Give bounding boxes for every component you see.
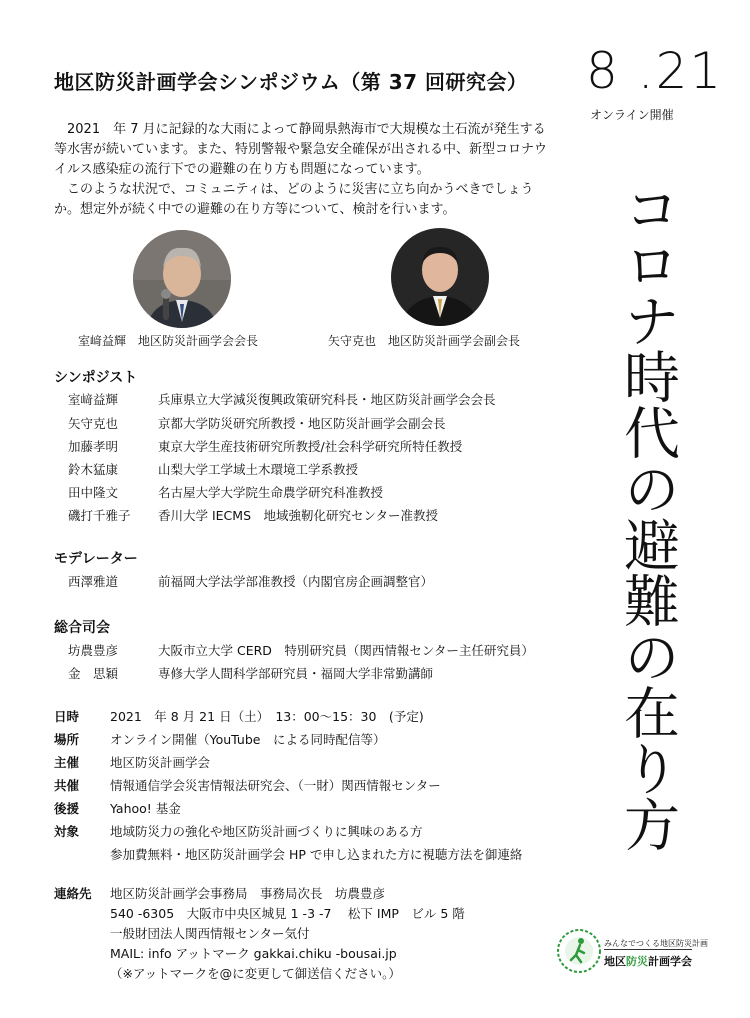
mc-name: 坊農豊彦 (68, 643, 119, 658)
logo-divider (604, 949, 692, 950)
list-item (68, 437, 462, 455)
event-theme-vertical: コロナ時代の避難の在り方 (615, 180, 680, 852)
info-value: 地域防災力の強化や地区防災計画づくりに興味のある方 (110, 824, 423, 839)
info-label: 主催 (54, 755, 80, 770)
info-label: 共催 (54, 778, 80, 793)
list-item (68, 664, 433, 682)
symposist-title: 香川大学 IECMS 地域強靭化研究センター准教授 (158, 508, 439, 523)
info-value: 2021 年 8 月 21 日（土） 13：00～15：30 (予定) (110, 709, 424, 724)
contact-office: 地区防災計画学会事務局 事務局次長 坊農豊彦 (110, 886, 386, 901)
list-item (68, 483, 383, 501)
logo-name-pre: 地区 (604, 955, 626, 968)
page-title: 地区防災計画学会シンポジウム（第 37 回研究会） (54, 70, 528, 94)
contact-label: 連絡先 (54, 886, 92, 901)
logo-tagline: みんなでつくる地区防災計画 (604, 939, 708, 948)
list-item (68, 572, 433, 590)
list-item (68, 641, 534, 659)
symposist-title: 京都大学防災研究所教授・地区防災計画学会副会長 (158, 416, 446, 431)
mc-title: 大阪市立大学 CERD 特別研究員（関西情報センター主任研究員） (158, 643, 534, 658)
info-support-row (54, 799, 181, 817)
mc-title: 専修大学人間科学部研究員・福岡大学非常勤講師 (158, 666, 434, 681)
symposist-title: 山梨大学工学域土木環境工学系教授 (158, 462, 359, 477)
symposist-title: 名古屋大学大学院生命農学研究科准教授 (158, 485, 384, 500)
list-item (68, 506, 438, 524)
symposist-name: 矢守克也 (68, 416, 119, 431)
info-label: 日時 (54, 709, 80, 724)
list-item (68, 414, 446, 432)
info-label: 後援 (54, 801, 80, 816)
logo-name (604, 953, 692, 969)
moderator-heading: モデレーター (54, 551, 138, 567)
moderator-name: 西澤雅道 (68, 574, 119, 589)
symposist-title: 兵庫県立大学減災復興政策研究科長・地区防災計画学会会長 (158, 392, 496, 407)
speaker-photo-left (133, 230, 231, 328)
logo-name-post: 計画学会 (648, 955, 692, 968)
symposist-name: 田中隆文 (68, 485, 119, 500)
list-item (68, 390, 496, 408)
info-date-row (54, 707, 424, 725)
info-value: Yahoo! 基金 (110, 801, 181, 816)
speaker-photo-right (391, 228, 489, 326)
info-value: オンライン開催（YouTube による同時配信等） (110, 732, 386, 747)
contact-care-of: 一般財団法人関西情報センター気付 (110, 926, 310, 941)
symposist-name: 鈴木猛康 (68, 462, 119, 477)
symposist-title: 東京大学生産技術研究所教授/社会科学研究所特任教授 (158, 439, 463, 454)
symposist-name: 加藤孝明 (68, 439, 119, 454)
speaker-caption-right: 矢守克也 地区防災計画学会副会長 (328, 334, 521, 348)
info-value: 地区防災計画学会 (110, 755, 211, 770)
event-date: 8 .21 (586, 42, 724, 100)
society-logo-icon (556, 928, 602, 974)
info-label: 対象 (54, 824, 80, 839)
contact-block (110, 884, 465, 984)
logo-name-accent: 防災 (626, 955, 648, 968)
contact-mail: MAIL: info アットマーク gakkai.chiku -bousai.jp (110, 946, 397, 961)
symposist-name: 室﨑益輝 (68, 392, 119, 407)
mc-heading: 総合司会 (54, 620, 110, 636)
portrait-right-image (391, 228, 489, 326)
speaker-caption-left: 室﨑益輝 地区防災計画学会会長 (78, 334, 259, 348)
info-host-row (54, 753, 210, 771)
symposists-heading: シンポジスト (54, 370, 138, 386)
info-cohost-row (54, 776, 441, 794)
mc-name: 金 思穎 (68, 666, 119, 681)
contact-address: 540 -6305 大阪市中央区城見 1 -3 -7 松下 IMP ビル 5 階 (110, 906, 465, 921)
list-item (68, 460, 358, 478)
moderator-title: 前福岡大学法学部准教授（内閣官房企画調整官） (158, 574, 434, 589)
intro-paragraph-2: このような状況で、コミュニティは、どのように災害に立ち向かうべきでしょうか。想定外が続く中での避難の在り方等について、検討を行います。 (54, 182, 534, 217)
info-value: 情報通信学会災害情報法研究会、（一財）関西情報センター (110, 778, 441, 793)
info-target-row (54, 822, 423, 840)
symposist-name: 磯打千雅子 (68, 508, 131, 523)
society-logo (556, 928, 706, 976)
intro-paragraph-1: 2021 年 7 月に記録的な大雨によって静岡県熱海市で大規模な土石流が発生する等水害が続いています。また、特別警報や緊急安全確保が出される中、新型コロナウイルス感染症の流行下での避難の在り方も問題になっています。 (54, 122, 547, 177)
info-place-row (54, 730, 385, 748)
intro-text (54, 120, 554, 220)
contact-mail-note: （※アットマークを@に変更して御送信ください。） (110, 966, 401, 981)
info-target-note: 参加費無料・地区防災計画学会 HP で申し込まれた方に視聴方法を御連絡 (110, 847, 523, 862)
info-label: 場所 (54, 732, 80, 747)
portrait-left-image (133, 230, 231, 328)
event-mode: オンライン開催 (590, 108, 674, 122)
